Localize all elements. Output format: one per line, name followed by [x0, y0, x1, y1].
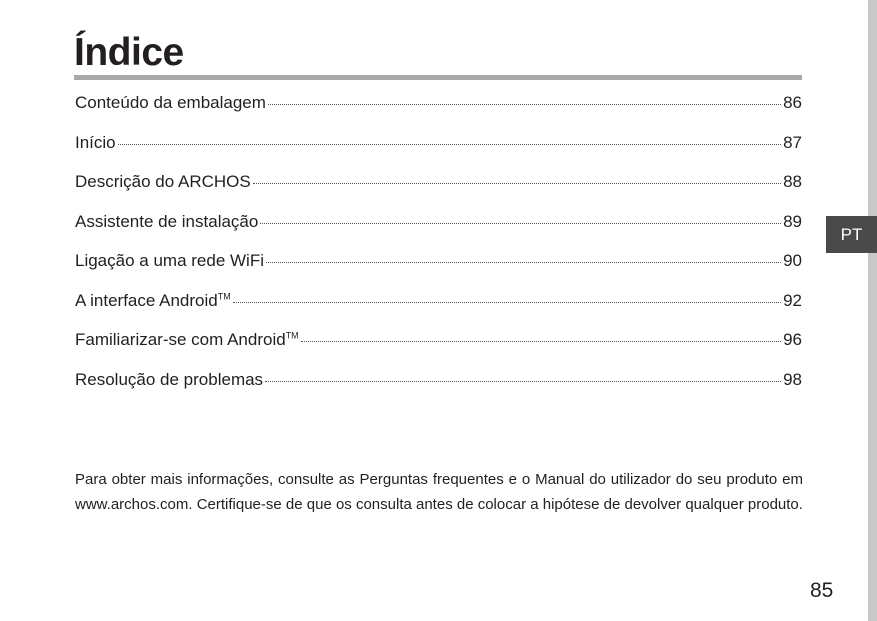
toc-item-page: 88: [783, 172, 802, 191]
toc-dot-leader: [253, 182, 781, 184]
toc-item-label: Ligação a uma rede WiFi: [75, 251, 264, 270]
toc-item[interactable]: [75, 248, 802, 288]
toc-item-page: 96: [783, 330, 802, 349]
toc-item-label: Início: [75, 132, 116, 152]
toc-item-label: A interface Android™: [75, 290, 231, 310]
toc-item[interactable]: [75, 130, 802, 170]
toc-item-label: Resolução de problemas: [75, 369, 264, 389]
toc-item-page: 92: [783, 290, 802, 310]
toc-item-page: 90: [783, 251, 802, 270]
trademark-superscript: TM: [217, 290, 231, 301]
toc-item-page: 89: [783, 211, 802, 231]
toc-item-label: Descrição do ARCHOS: [75, 172, 251, 191]
toc-dot-leader: [233, 301, 781, 303]
title-underline: [74, 75, 802, 80]
page-title: Índice: [74, 31, 184, 74]
page-number: 85: [810, 579, 834, 602]
toc-item-label: Familiarizar-se com Android™: [75, 330, 299, 349]
toc-dot-leader: [268, 103, 781, 105]
page-edge-strip: [868, 0, 877, 621]
toc-item-page: 87: [783, 132, 802, 152]
toc-dot-leader: [118, 143, 781, 145]
table-of-contents: [75, 90, 802, 406]
toc-item-label: Conteúdo da embalagem: [75, 93, 266, 112]
toc-item[interactable]: [75, 367, 802, 407]
toc-dot-leader: [260, 222, 781, 224]
toc-item-label: Assistente de instalação: [75, 211, 259, 231]
language-tab: PT: [826, 216, 877, 253]
toc-item[interactable]: [75, 327, 802, 367]
info-note: Para obter mais informações, consulte as Perguntas frequentes e o Manual do utilizador do seu produto em www.archos.com. Certifique-se de que os consulta antes de colocar a hipótese de devolver qualquer produto.: [75, 471, 803, 513]
toc-dot-leader: [266, 261, 781, 263]
toc-dot-leader: [301, 340, 781, 342]
toc-dot-leader: [265, 380, 781, 382]
trademark-superscript: TM: [285, 330, 299, 341]
toc-item[interactable]: [75, 169, 802, 209]
toc-item[interactable]: [75, 209, 802, 249]
toc-item[interactable]: [75, 90, 802, 130]
toc-item-page: 86: [783, 93, 802, 112]
toc-item-page: 98: [783, 369, 802, 389]
toc-item[interactable]: [75, 288, 802, 328]
